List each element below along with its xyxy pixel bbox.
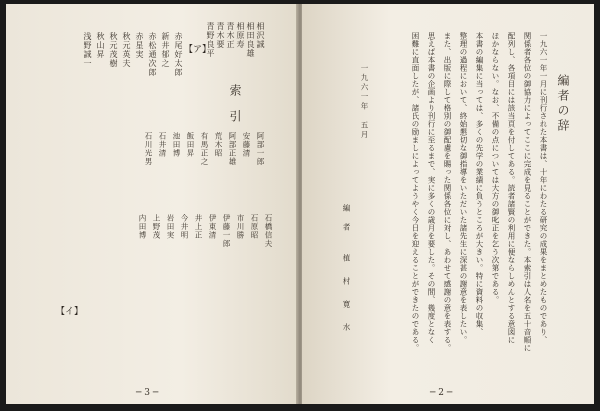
index-upper-right-entry: 相原寿 — [236, 22, 245, 49]
index-lower-entry: 内田博 — [138, 214, 147, 240]
index-upper-right-entry: 相沢誠 — [256, 22, 265, 49]
preface-line: 困難に直面したが、諸氏の励ましによってようやく今日を迎えることができたのである。 — [411, 32, 420, 352]
section-marker-i: 【イ】 — [56, 307, 84, 317]
index-upper-entry: 秋元英夫 — [122, 32, 131, 68]
preface-line: また、出版に際して格別の御配慮を賜った関係各位に対し、あわせて感謝の意を表する。 — [443, 32, 452, 352]
index-middle-entry: 石川光男 — [144, 132, 153, 166]
index-lower-entry: 井上正 — [194, 214, 203, 240]
index-lower-entry: 岩田実 — [166, 214, 175, 240]
preface-line: 配列し、各項目には該当頁を付してある。読者諸賢の利用に便ならしめんとする意図に — [507, 32, 516, 344]
signature-name: 植 村 寛 水 — [342, 254, 351, 335]
index-middle-entry: 飯田昇 — [186, 132, 195, 158]
index-middle-entry: 安藤清 — [242, 132, 251, 158]
index-upper-right-entry: 青木要 — [216, 22, 225, 49]
index-upper-entry: 赤尾好太郎 — [174, 32, 183, 77]
preface-line: 一九六一年一月に刊行された本書は、十年にわたる研究の成果をまとめたものであり、 — [539, 32, 548, 344]
index-upper-entry: 秋山昇 — [96, 32, 105, 59]
index-middle-entry: 阿部一郎 — [256, 132, 265, 166]
preface-heading: 編者の辞 — [556, 74, 570, 134]
index-upper-entry: 新井郁之 — [161, 32, 170, 68]
preface-date: 一九六一年 五月 — [360, 64, 369, 140]
index-middle-entry: 有馬正之 — [200, 132, 209, 166]
index-upper-entry: 赤松通次郎 — [148, 32, 157, 77]
preface-line: 整理の過程において、終始懇切な御指導をいただいた諸先生に深甚の謝意を表したい。 — [459, 32, 468, 344]
index-middle-entry: 荒木昭 — [214, 132, 223, 158]
index-upper-entry: 赤星実 — [135, 32, 144, 59]
preface-line: 思えば本書の企画より刊行に至るまで、実に多くの歳月を要した。その間、幾度となく — [427, 32, 436, 344]
index-upper-right-entry: 相田良雄 — [246, 22, 255, 58]
index-upper-right-entry: 青野良平 — [206, 22, 215, 58]
page-number-left: ─ 3 ─ — [136, 388, 159, 398]
index-upper-entry: 浅野誠一 — [83, 32, 92, 68]
index-lower-entry: 石橋信夫 — [264, 214, 273, 248]
signature-label: 編 者 — [342, 204, 351, 233]
preface-line: ほかならない。なお、不備の点については大方の御叱正を乞う次第である。 — [491, 32, 500, 304]
index-lower-entry: 石原昭 — [250, 214, 259, 240]
index-lower-entry: 市川勝 — [236, 214, 245, 240]
index-lower-entry: 伊東清 — [208, 214, 217, 240]
index-lower-entry: 伊藤一郎 — [222, 214, 231, 248]
index-middle-entry: 石井清 — [158, 132, 167, 158]
index-upper-entry: 秋元茂樹 — [109, 32, 118, 68]
right-page-preface — [302, 4, 594, 404]
index-middle-entry: 阿部正雄 — [228, 132, 237, 166]
left-page-index — [6, 4, 298, 404]
index-upper-right-entry: 青木正 — [226, 22, 235, 49]
index-lower-entry: 今井明 — [180, 214, 189, 240]
preface-line: 本書の編集に当っては、多くの先学の業績に負うところが大きい。特に資料の収集、 — [475, 32, 484, 336]
section-marker-a: 【ア】 — [184, 45, 212, 55]
index-title: 索 引 — [228, 84, 242, 123]
page-number-right: ─ 2 ─ — [430, 388, 453, 398]
preface-line: 関係者各位の御協力によってここに完成を見ることができた。本索引は人名を五十音順に — [523, 32, 532, 352]
index-lower-entry: 上野茂 — [152, 214, 161, 240]
index-middle-entry: 池田博 — [172, 132, 181, 158]
